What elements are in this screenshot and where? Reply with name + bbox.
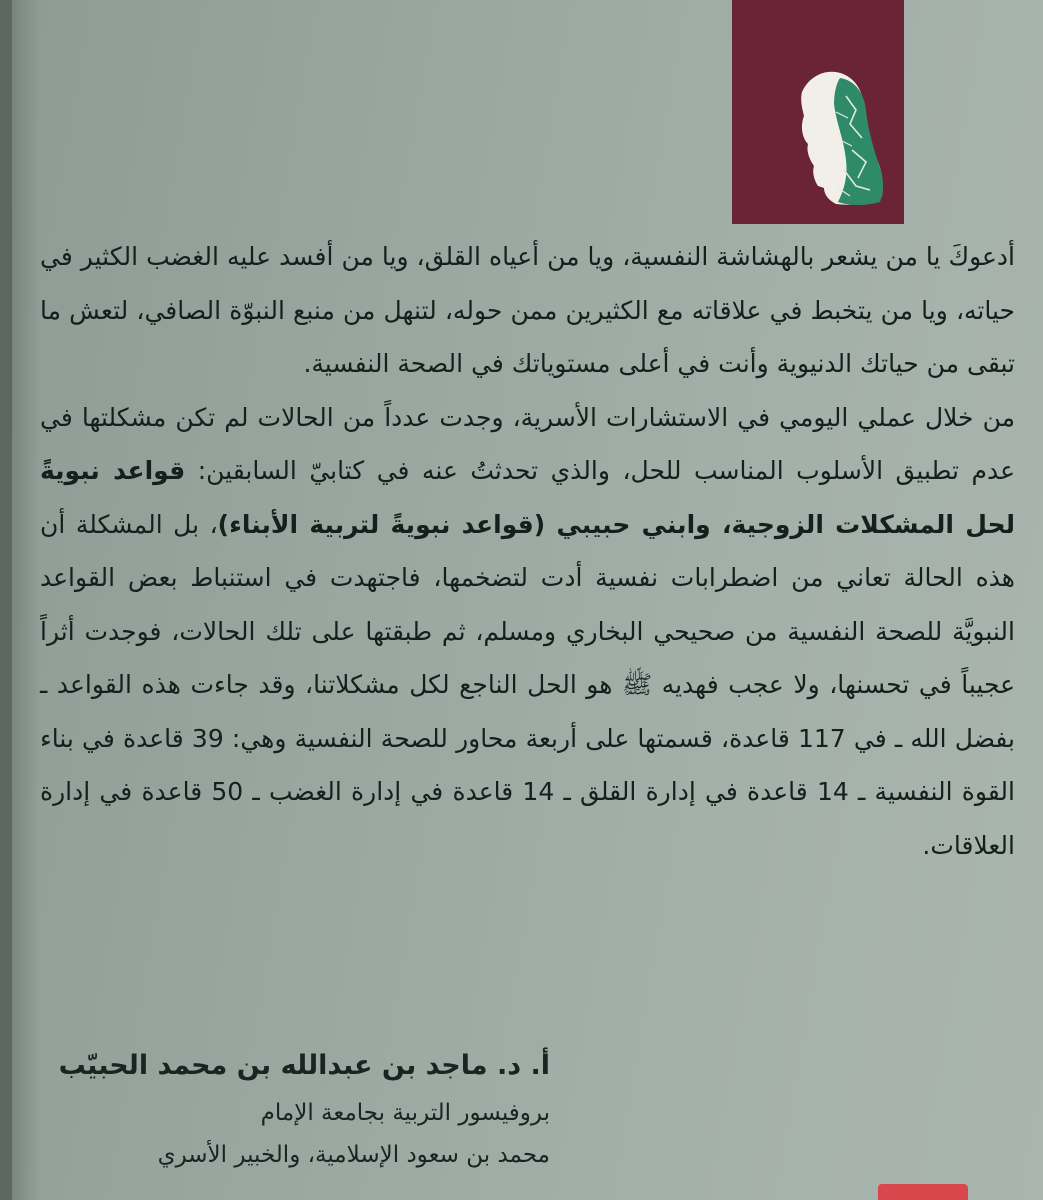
page-edge bbox=[0, 0, 12, 1200]
head-profile-logo-icon bbox=[732, 0, 904, 224]
author-title-line-2: محمد بن سعود الإسلامية، والخبير الأسري bbox=[157, 1142, 550, 1168]
corner-label-tab bbox=[878, 1184, 968, 1200]
author-block bbox=[40, 1040, 550, 1176]
author-title-line-1: بروفيسور التربية بجامعة الإمام bbox=[260, 1100, 550, 1126]
publisher-logo bbox=[732, 0, 904, 224]
description-text bbox=[40, 230, 1015, 872]
details-text-end: ، بل المشكلة أن هذه الحالة تعاني من اضطرابات نفسية أدت لتضخمها، فاجتهدت في استنباط بعض القواعد النبويَّة للصحة النفسية من صحيحي البخاري ومسلم، ثم طبقتها على تلك الحالات، فوجدت أثراً عجيباً في تحسنها، ولا عجب فهديه ﷺ هو الحل الناجع لكل مشكلاتنا، وقد جاءت هذه القواعد ـ بفضل الله ـ في 117 قاعدة، قسمتها على أربعة محاور للصحة النفسية وهي: 39 قاعدة في بناء القوة النفسية ـ 14 قاعدة في إدارة القلق ـ 14 قاعدة في إدارة الغضب ـ 50 قاعدة في إدارة العلاقات. bbox=[40, 509, 1015, 860]
details-text-start: من خلال عملي اليومي في الاستشارات الأسرية، وجدت عدداً من الحالات لم تكن مشكلتها في عدم تطبيق الأسلوب المناسب للحل، والذي تحدثتُ عنه في كتابيّ السابقين: bbox=[40, 402, 1015, 485]
intro-paragraph: أدعوكَ يا من يشعر بالهشاشة النفسية، ويا من أعياه القلق، ويا من أفسد عليه الغضب الكثير في حياته، ويا من يتخبط في علاقاته مع الكثيرين ممن حوله، لتنهل من منبع النبوّة الصافي، لتعش ما تبقى من حياتك الدنيوية وأنت في أعلى مستوياتك في الصحة النفسية. bbox=[40, 242, 1015, 378]
previous-books-titles: قواعد نبويةً لحل المشكلات الزوجية، وابني حبيبي (قواعد نبويةً لتربية الأبناء) bbox=[40, 456, 1015, 539]
details-paragraph bbox=[40, 391, 1015, 873]
author-name: أ. د. ماجد بن عبدالله بن محمد الحبيّب bbox=[58, 1050, 550, 1081]
